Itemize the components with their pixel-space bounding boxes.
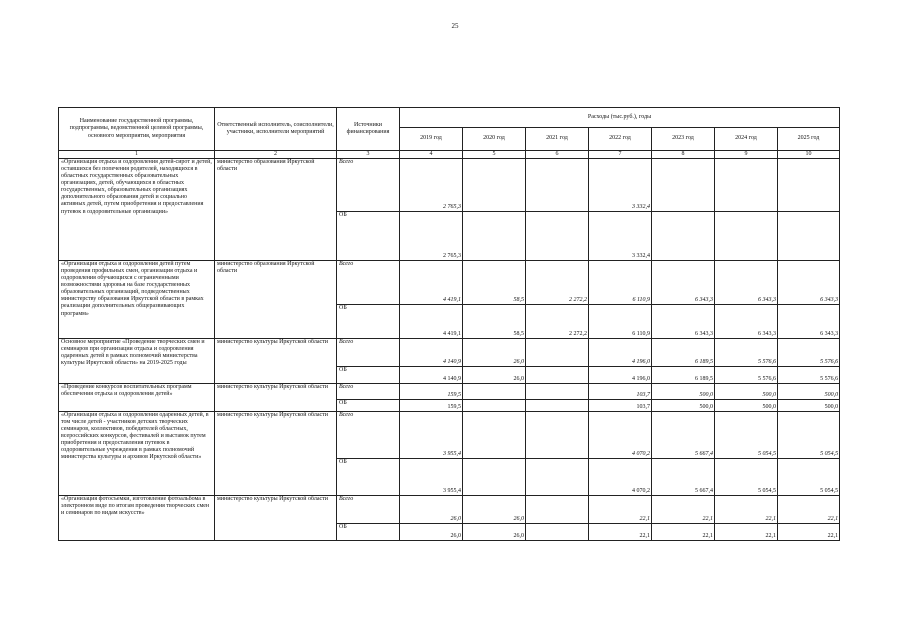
column-number: 8 xyxy=(652,151,715,159)
budget-value: 5 667,4 xyxy=(652,459,715,496)
source-total-label: Всего xyxy=(337,339,400,367)
total-value: 4 196,0 xyxy=(589,339,652,367)
responsible-executor: министерство образования Иркутской области xyxy=(215,159,337,261)
source-budget-label: ОБ xyxy=(337,305,400,339)
source-total-label: Всего xyxy=(337,496,400,524)
measure-name: «Организация отдыха и оздоровления одаренных детей, в том числе детей - участников детских творческих семинаров, коллективов, победителей областных, всероссийских конкурсов, фестивалей и выставок путем приобретения и предоставления путевок в оздоровительные учреждения в рамках полномочий министерства культуры и архивов Иркутской области» xyxy=(59,412,215,496)
budget-value: 2 765,3 xyxy=(400,212,463,261)
budget-value: 22,1 xyxy=(589,524,652,541)
budget-value xyxy=(463,459,526,496)
column-number: 10 xyxy=(778,151,840,159)
budget-value: 26,0 xyxy=(400,524,463,541)
header-name: Наименование государственной программы, подпрограммы, ведомственной целевой программы, основного мероприятия, мероприятия xyxy=(59,108,215,151)
total-value: 22,1 xyxy=(652,496,715,524)
total-value: 500,0 xyxy=(778,384,840,400)
column-number: 4 xyxy=(400,151,463,159)
budget-value xyxy=(463,212,526,261)
total-value: 2 272,2 xyxy=(526,261,589,305)
column-number: 6 xyxy=(526,151,589,159)
header-year: 2024 год xyxy=(715,128,778,151)
total-value: 6 343,3 xyxy=(652,261,715,305)
source-total-label: Всего xyxy=(337,159,400,212)
budget-value: 22,1 xyxy=(652,524,715,541)
budget-value xyxy=(526,459,589,496)
total-value xyxy=(778,159,840,212)
total-value: 22,1 xyxy=(715,496,778,524)
total-value: 22,1 xyxy=(589,496,652,524)
measure-name: Основное мероприятие «Проведение творческих смен и семинаров при организации отдыха и оздоровления одаренных детей в рамках полномочий министерства культуры Иркутской области» на 2019-2025 годы xyxy=(59,339,215,384)
responsible-executor: министерство культуры Иркутской области xyxy=(215,384,337,412)
budget-value: 26,0 xyxy=(463,367,526,384)
budget-value: 6 110,9 xyxy=(589,305,652,339)
column-number: 5 xyxy=(463,151,526,159)
responsible-executor: министерство образования Иркутской области xyxy=(215,261,337,339)
budget-value: 2 272,2 xyxy=(526,305,589,339)
total-value xyxy=(526,384,589,400)
budget-value: 6 189,5 xyxy=(652,367,715,384)
total-value: 6 189,5 xyxy=(652,339,715,367)
budget-value xyxy=(526,524,589,541)
total-value: 6 343,3 xyxy=(715,261,778,305)
budget-value: 5 576,6 xyxy=(715,367,778,384)
budget-value: 500,0 xyxy=(652,400,715,412)
budget-value: 58,5 xyxy=(463,305,526,339)
header-year: 2023 год xyxy=(652,128,715,151)
total-value xyxy=(463,412,526,459)
total-value: 22,1 xyxy=(778,496,840,524)
source-total-label: Всего xyxy=(337,384,400,400)
budget-value: 4 070,2 xyxy=(589,459,652,496)
budget-value: 6 343,3 xyxy=(715,305,778,339)
budget-value xyxy=(526,367,589,384)
source-budget-label: ОБ xyxy=(337,459,400,496)
header-year: 2021 год xyxy=(526,128,589,151)
total-value: 6 110,9 xyxy=(589,261,652,305)
budget-table xyxy=(58,107,840,541)
budget-value: 6 343,3 xyxy=(652,305,715,339)
page-number: 25 xyxy=(451,22,459,30)
header-year: 2019 год xyxy=(400,128,463,151)
header-source: Источники финансирования xyxy=(337,108,400,151)
table-row xyxy=(59,159,840,212)
budget-value: 5 054,5 xyxy=(715,459,778,496)
total-value xyxy=(652,159,715,212)
budget-value: 3 955,4 xyxy=(400,459,463,496)
measure-name: «Проведение конкурсов воспитательных программ обеспечения отдыха и оздоровления детей» xyxy=(59,384,215,412)
total-value: 26,0 xyxy=(463,339,526,367)
header-year: 2025 год xyxy=(778,128,840,151)
column-numbers-row xyxy=(59,151,840,159)
source-budget-label: ОБ xyxy=(337,400,400,412)
total-value: 3 332,4 xyxy=(589,159,652,212)
total-value: 159,5 xyxy=(400,384,463,400)
total-value: 58,5 xyxy=(463,261,526,305)
total-value xyxy=(463,159,526,212)
column-number: 9 xyxy=(715,151,778,159)
total-value: 4 140,9 xyxy=(400,339,463,367)
total-value: 26,0 xyxy=(463,496,526,524)
total-value: 2 765,3 xyxy=(400,159,463,212)
budget-value xyxy=(715,212,778,261)
total-value xyxy=(526,412,589,459)
total-value xyxy=(526,339,589,367)
budget-value xyxy=(526,212,589,261)
measure-name: «Организация фотосъемки, изготовление фотоальбома в электронном виде по итогам проведения творческих смен и семинаров по видам искусств» xyxy=(59,496,215,541)
source-budget-label: ОБ xyxy=(337,524,400,541)
table-row xyxy=(59,261,840,305)
budget-value: 5 576,6 xyxy=(778,367,840,384)
table-row xyxy=(59,412,840,459)
source-total-label: Всего xyxy=(337,261,400,305)
total-value: 6 343,3 xyxy=(778,261,840,305)
budget-value xyxy=(652,212,715,261)
column-number: 1 xyxy=(59,151,215,159)
budget-value: 103,7 xyxy=(589,400,652,412)
header-year: 2022 год xyxy=(589,128,652,151)
column-number: 3 xyxy=(337,151,400,159)
source-budget-label: ОБ xyxy=(337,367,400,384)
total-value xyxy=(526,496,589,524)
table-body xyxy=(59,159,840,541)
budget-value: 4 419,1 xyxy=(400,305,463,339)
total-value: 4 419,1 xyxy=(400,261,463,305)
measure-name: «Организация отдыха и оздоровления детей-сирот и детей, оставшихся без попечения родителей, находящихся в областных государственных образовательных организациях, детей, обучающихся в областных государственных, образовательных организациях дополнительного образования детей и социально активных детей, путем приобретения и предоставления путевок в оздоровительные организации» xyxy=(59,159,215,261)
budget-value: 159,5 xyxy=(400,400,463,412)
total-value xyxy=(526,159,589,212)
table-row xyxy=(59,339,840,367)
total-value: 500,0 xyxy=(715,384,778,400)
budget-value: 4 140,9 xyxy=(400,367,463,384)
budget-value xyxy=(526,400,589,412)
total-value: 5 054,5 xyxy=(778,412,840,459)
table-row xyxy=(59,384,840,400)
responsible-executor: министерство культуры Иркутской области xyxy=(215,339,337,384)
total-value: 3 955,4 xyxy=(400,412,463,459)
budget-value: 500,0 xyxy=(778,400,840,412)
budget-value: 6 343,3 xyxy=(778,305,840,339)
total-value: 5 576,6 xyxy=(778,339,840,367)
source-total-label: Всего xyxy=(337,412,400,459)
budget-value: 5 054,5 xyxy=(778,459,840,496)
total-value: 5 054,5 xyxy=(715,412,778,459)
total-value xyxy=(715,159,778,212)
header-expenses: Расходы (тыс.руб.), годы xyxy=(400,108,840,128)
header-responsible: Ответственный исполнитель, соисполнители, участники, исполнители мероприятий xyxy=(215,108,337,151)
budget-value: 3 332,4 xyxy=(589,212,652,261)
total-value: 4 070,2 xyxy=(589,412,652,459)
budget-value: 22,1 xyxy=(778,524,840,541)
total-value xyxy=(463,384,526,400)
header-year: 2020 год xyxy=(463,128,526,151)
column-number: 2 xyxy=(215,151,337,159)
budget-value: 26,0 xyxy=(463,524,526,541)
column-number: 7 xyxy=(589,151,652,159)
table-row xyxy=(59,496,840,524)
total-value: 5 576,6 xyxy=(715,339,778,367)
source-budget-label: ОБ xyxy=(337,212,400,261)
measure-name: «Организация отдыха и оздоровления детей путем проведения профильных смен, организация отдыха и оздоровления обучающихся с ограниченными возможностями здоровья на базе государственных образовательных организаций, подведомственных министерству образования Иркутской области в рамках реализации дополнительных общеразвивающих программ» xyxy=(59,261,215,339)
budget-value: 500,0 xyxy=(715,400,778,412)
total-value: 26,0 xyxy=(400,496,463,524)
responsible-executor: министерство культуры Иркутской области xyxy=(215,496,337,541)
total-value: 103,7 xyxy=(589,384,652,400)
budget-value xyxy=(463,400,526,412)
total-value: 500,0 xyxy=(652,384,715,400)
responsible-executor: министерство культуры Иркутской области xyxy=(215,412,337,496)
budget-value: 4 196,0 xyxy=(589,367,652,384)
budget-value xyxy=(778,212,840,261)
budget-value: 22,1 xyxy=(715,524,778,541)
total-value: 5 667,4 xyxy=(652,412,715,459)
